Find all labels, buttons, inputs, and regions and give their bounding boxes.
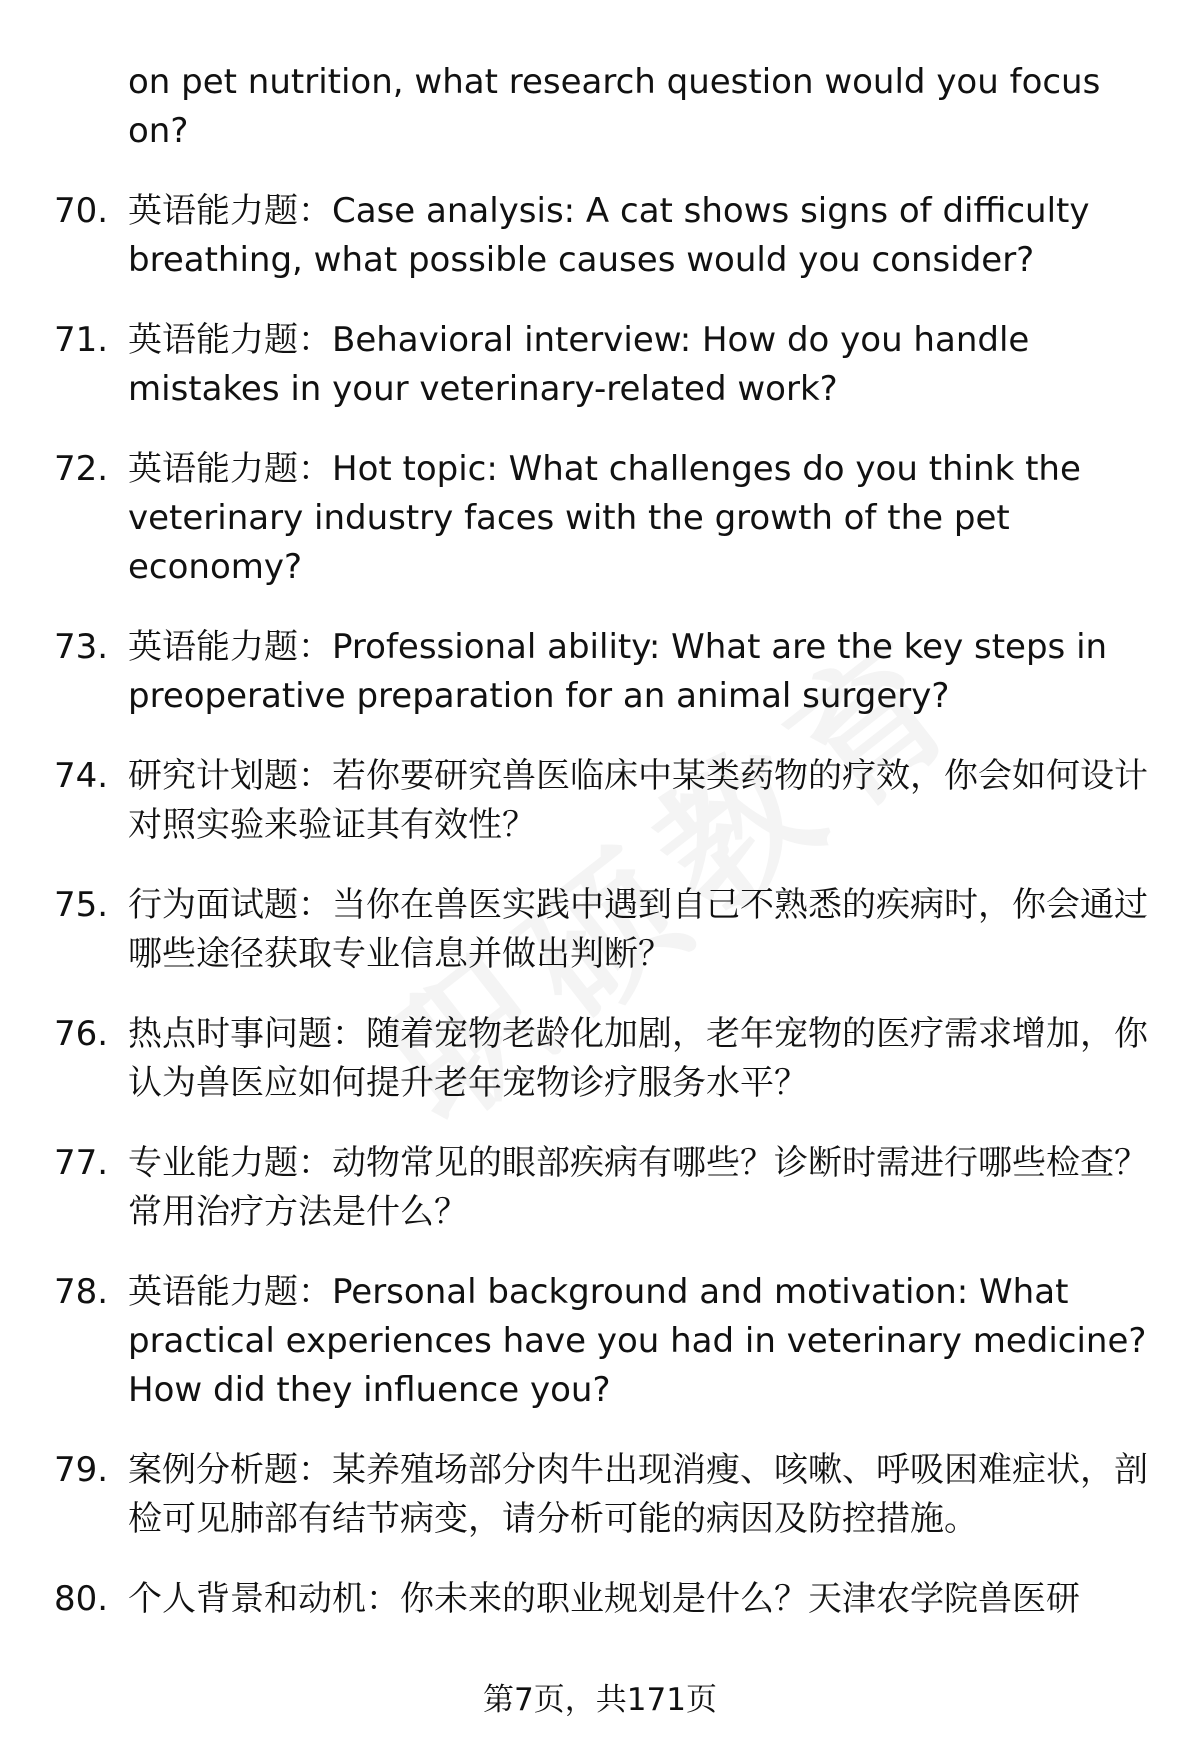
item-text: 英语能力题：Case analysis: A cat shows signs of difficulty breathing, what possible causes would you consider? bbox=[128, 191, 1090, 280]
list-item bbox=[0, 1010, 1200, 1108]
item-number: 79. bbox=[54, 1450, 109, 1490]
item-text: 英语能力题：Personal background and motivation: What practical experiences have you had in veterinary medicine? How did they influence you? bbox=[128, 1272, 1147, 1410]
item-number: 72. bbox=[54, 449, 109, 489]
item-number: 80. bbox=[54, 1579, 109, 1619]
item-text: on pet nutrition, what research question would you focus on? bbox=[128, 62, 1101, 151]
list-item bbox=[0, 316, 1200, 414]
list-item bbox=[0, 58, 1200, 156]
list-item bbox=[0, 881, 1200, 979]
list-item bbox=[0, 1268, 1200, 1415]
list-item bbox=[0, 1446, 1200, 1544]
question-list bbox=[0, 58, 1200, 1655]
item-number: 75. bbox=[54, 885, 109, 925]
item-number: 77. bbox=[54, 1143, 109, 1183]
item-text: 热点时事问题：随着宠物老龄化加剧，老年宠物的医疗需求增加，你认为兽医应如何提升老年宠物诊疗服务水平？ bbox=[128, 1014, 1148, 1103]
item-number: 74. bbox=[54, 756, 109, 796]
item-number: 78. bbox=[54, 1272, 109, 1312]
item-text: 个人背景和动机：你未来的职业规划是什么？天津农学院兽医研 bbox=[128, 1579, 1080, 1619]
list-item bbox=[0, 445, 1200, 592]
item-number: 71. bbox=[54, 320, 109, 360]
page-footer: 第7页，共171页 bbox=[483, 1682, 717, 1718]
item-text: 英语能力题：Hot topic: What challenges do you think the veterinary industry faces with the growth of the pet economy? bbox=[128, 449, 1081, 587]
item-text: 专业能力题：动物常见的眼部疾病有哪些？诊断时需进行哪些检查？常用治疗方法是什么？ bbox=[128, 1143, 1148, 1232]
item-text: 案例分析题：某养殖场部分肉牛出现消瘦、咳嗽、呼吸困难症状，剖检可见肺部有结节病变，请分析可能的病因及防控措施。 bbox=[128, 1450, 1148, 1539]
item-text: 英语能力题：Professional ability: What are the key steps in preoperative preparation for an animal surgery? bbox=[128, 627, 1108, 716]
list-item bbox=[0, 187, 1200, 285]
list-item bbox=[0, 752, 1200, 850]
list-item bbox=[0, 1575, 1200, 1624]
item-number: 76. bbox=[54, 1014, 109, 1054]
item-number: 73. bbox=[54, 627, 109, 667]
item-text: 研究计划题：若你要研究兽医临床中某类药物的疗效，你会如何设计对照实验来验证其有效性？ bbox=[128, 756, 1148, 845]
item-text: 英语能力题：Behavioral interview: How do you handle mistakes in your veterinary-related work? bbox=[128, 320, 1030, 409]
list-item bbox=[0, 1139, 1200, 1237]
list-item bbox=[0, 623, 1200, 721]
item-text: 行为面试题：当你在兽医实践中遇到自己不熟悉的疾病时，你会通过哪些途径获取专业信息并做出判断？ bbox=[128, 885, 1148, 974]
item-number: 70. bbox=[54, 191, 109, 231]
